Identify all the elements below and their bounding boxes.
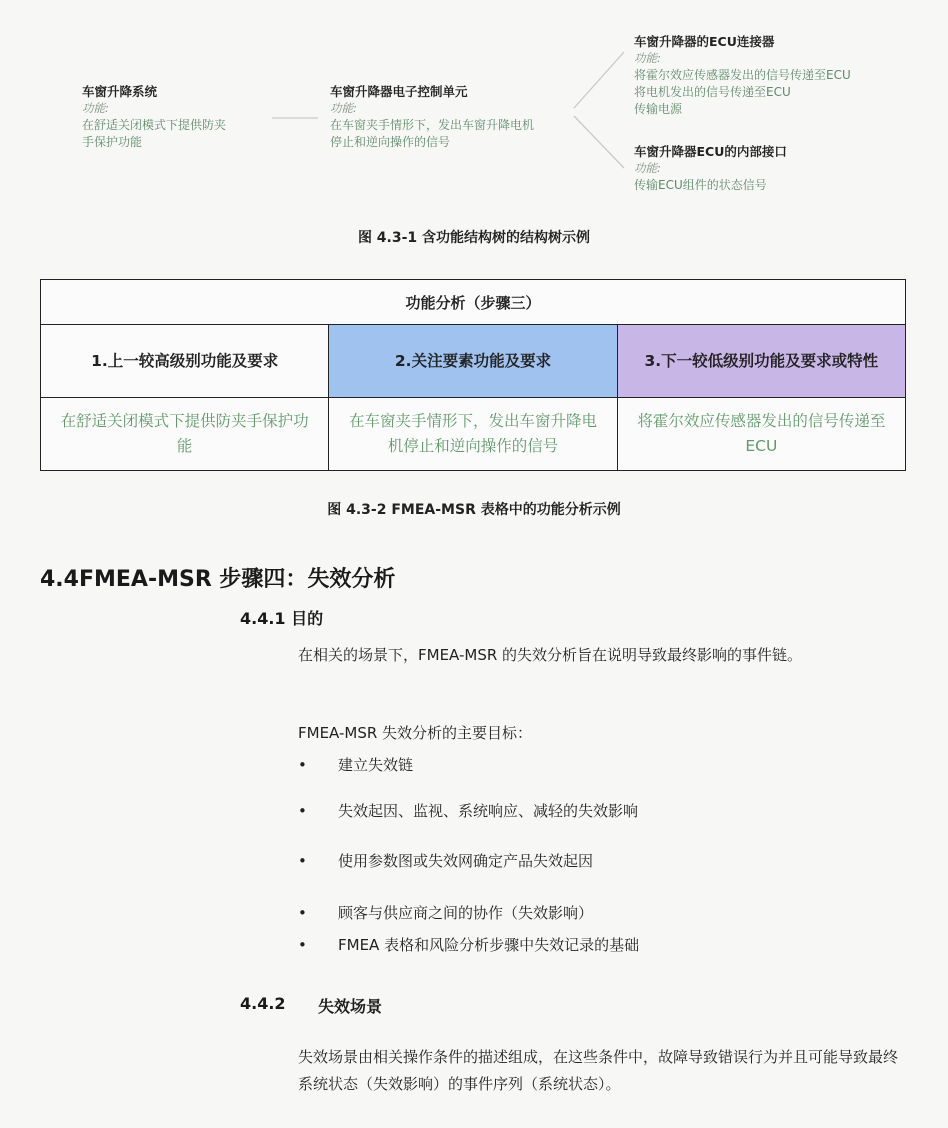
connector-line-2-4 bbox=[574, 116, 624, 168]
table-column-row bbox=[41, 325, 906, 398]
list-item-text: FMEA 表格和风险分析步骤中失效记录的基础 bbox=[338, 936, 640, 954]
column-focus-element: 2.关注要素功能及要求 bbox=[329, 325, 617, 398]
node-function-line: 传输电源 bbox=[634, 102, 683, 116]
node-function-line: 将霍尔效应传感器发出的信号传递至ECU bbox=[634, 68, 851, 82]
node-title: 车窗升降器电子控制单元 bbox=[330, 84, 468, 99]
list-item bbox=[298, 934, 639, 955]
node-title: 车窗升降器的ECU连接器 bbox=[634, 34, 775, 49]
tree-node-ecu-interface bbox=[634, 142, 787, 194]
node-function-line: 在舒适关闭模式下提供防夹 bbox=[82, 118, 227, 132]
connector-line-2-3 bbox=[574, 52, 624, 108]
list-item bbox=[298, 800, 638, 821]
node-function-line: 将电机发出的信号传递至ECU bbox=[634, 85, 791, 99]
node-function-line: 停止和逆向操作的信号 bbox=[330, 135, 451, 149]
list-item bbox=[298, 902, 593, 923]
tree-node-window-system bbox=[82, 82, 226, 151]
table-value-row bbox=[41, 398, 906, 471]
figure-caption-1: 图 4.3-1 含功能结构树的结构树示例 bbox=[357, 230, 591, 246]
bullet-icon: • bbox=[298, 904, 307, 922]
list-item bbox=[298, 754, 413, 775]
node-function-line: 传输ECU组件的状态信号 bbox=[634, 178, 767, 192]
list-item-text: 失效起因、监视、系统响应、减轻的失效影响 bbox=[338, 802, 639, 820]
bullet-icon: • bbox=[298, 802, 307, 820]
list-item-text: 使用参数图或失效网确定产品失效起因 bbox=[338, 852, 594, 870]
value-lower-level: 将霍尔效应传感器发出的信号传递至 ECU bbox=[617, 398, 905, 471]
section-title: 4.4FMEA-MSR 步骤四：失效分析 bbox=[40, 567, 396, 592]
purpose-paragraph: 在相关的场景下，FMEA-MSR 的失效分析旨在说明导致最终影响的事件链。 bbox=[298, 646, 803, 664]
node-function-label: 功能: bbox=[82, 101, 109, 115]
list-item-text: 顾客与供应商之间的协作（失效影响） bbox=[338, 904, 594, 922]
figure-caption-2: 图 4.3-2 FMEA-MSR 表格中的功能分析示例 bbox=[327, 502, 621, 518]
column-lower-level: 3.下一较低级别功能及要求或特性 bbox=[617, 325, 905, 398]
node-title: 车窗升降系统 bbox=[82, 84, 158, 99]
node-function-label: 功能: bbox=[634, 51, 661, 65]
column-higher-level: 1.上一较高级别功能及要求 bbox=[41, 325, 329, 398]
bullet-icon: • bbox=[298, 852, 307, 870]
function-analysis-table bbox=[40, 279, 906, 471]
bullet-icon: • bbox=[298, 936, 307, 954]
tree-node-ecu-connector bbox=[634, 32, 851, 118]
list-item-text: 建立失效链 bbox=[338, 756, 414, 774]
subsection-4-4-2-number: 4.4.2 bbox=[240, 994, 286, 1013]
value-higher-level: 在舒适关闭模式下提供防夹手保护功能 bbox=[41, 398, 329, 471]
node-function-line: 手保护功能 bbox=[82, 135, 143, 149]
node-function-label: 功能: bbox=[634, 161, 661, 175]
subsection-4-4-1-title: 4.4.1 目的 bbox=[240, 609, 324, 628]
tree-node-ecu bbox=[330, 82, 534, 151]
table-header-cell: 功能分析（步骤三） bbox=[41, 280, 906, 325]
node-title: 车窗升降器ECU的内部接口 bbox=[634, 144, 787, 159]
bullet-icon: • bbox=[298, 756, 307, 774]
table-header-row bbox=[41, 280, 906, 325]
list-item bbox=[298, 850, 593, 871]
scenario-paragraph: 失效场景由相关操作条件的描述组成，在这些条件中，故障导致错误行为并且可能导致最终系统状态（失效影响）的事件序列（系统状态）。 bbox=[298, 1048, 899, 1093]
value-focus-element: 在车窗夹手情形下，发出车窗升降电机停止和逆向操作的信号 bbox=[329, 398, 617, 471]
node-function-line: 在车窗夹手情形下，发出车窗升降电机 bbox=[330, 118, 535, 132]
subsection-4-4-2-title: 失效场景 bbox=[318, 997, 383, 1016]
node-function-label: 功能: bbox=[330, 101, 357, 115]
objectives-intro: FMEA-MSR 失效分析的主要目标： bbox=[298, 724, 533, 742]
